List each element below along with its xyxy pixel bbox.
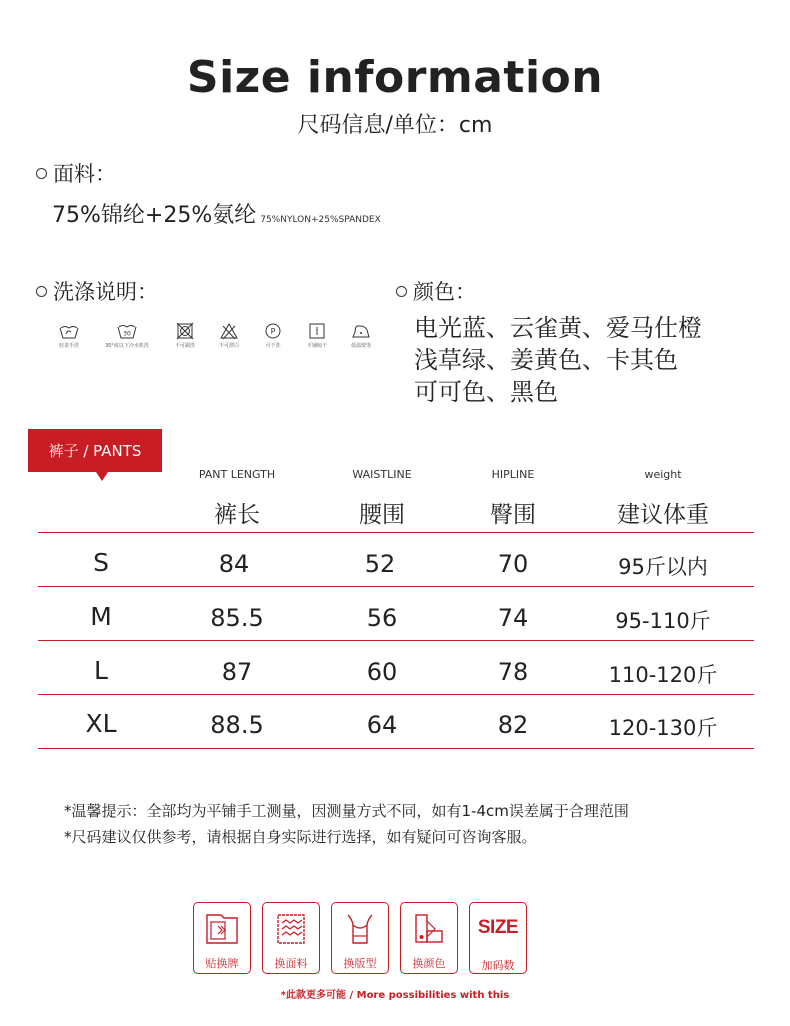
wash-item (94, 322, 160, 349)
waist-cell: 64 (366, 711, 398, 739)
weight-cell: 110-120斤 (608, 663, 718, 687)
service-label: 换颜色 (412, 957, 446, 970)
size-cell: M (90, 602, 112, 631)
size-cell: S (93, 548, 109, 577)
wash-label: 不可刷洗 (174, 343, 195, 349)
service-label: 换面料 (274, 957, 308, 970)
bullet-icon (36, 286, 47, 297)
fabric-heading (36, 158, 116, 188)
table-divider (38, 586, 754, 587)
hip-cell: 82 (497, 711, 529, 739)
column-header-en: weight (644, 468, 682, 481)
column-header-cn: 腰围 (359, 502, 405, 528)
size-add-icon: SIZE (477, 917, 519, 938)
waist-cell: 60 (366, 658, 398, 686)
size-cell: XL (85, 709, 117, 738)
svg-text:P: P (270, 327, 276, 336)
colors-heading (396, 276, 476, 306)
service-label: 贴换牌 (205, 957, 239, 970)
fabric-swap-icon (270, 909, 312, 949)
table-divider (38, 640, 754, 641)
column-header-en: PANT LENGTH (198, 468, 276, 481)
dry-clean-p-icon (262, 322, 284, 340)
wash-item (254, 322, 292, 349)
color-list (414, 312, 702, 408)
wash-label: 不可漂白 (218, 343, 239, 349)
washing-icons (50, 322, 380, 349)
wash-item (166, 322, 204, 349)
column-header-cn: 建议体重 (617, 502, 709, 528)
table-divider (38, 532, 754, 533)
washing-heading (36, 276, 158, 306)
no-bleach-icon (218, 322, 240, 340)
service-color-swap[interactable] (400, 902, 458, 974)
wash-label: 低温熨烫 (350, 343, 371, 349)
wash-label: 30°或以下冷水机洗 (105, 343, 149, 349)
column-header-en: HIPLINE (491, 468, 535, 481)
note-line: *尺码建议仅供参考，请根据自身实际进行选择，如有疑问可咨询客服。 (64, 828, 537, 846)
colors-label: 颜色： (413, 280, 476, 304)
size-cell: L (94, 656, 108, 685)
wash-item (298, 322, 336, 349)
fabric-composition-en: 75%NYLON+25%SPANDEX (260, 215, 381, 225)
wash-item (210, 322, 248, 349)
low-iron-icon (350, 322, 372, 340)
service-label: 加码数 (481, 959, 515, 972)
notes (64, 798, 629, 850)
fabric-composition (52, 198, 381, 229)
hip-cell: 74 (497, 604, 529, 632)
bullet-icon (36, 168, 47, 179)
wash-item (342, 322, 380, 349)
column-header-en: WAISTLINE (352, 468, 412, 481)
hip-cell: 78 (497, 658, 529, 686)
service-label: 换版型 (343, 957, 377, 970)
wash-label: 轻柔手洗 (58, 343, 79, 349)
length-cell: 85.5 (210, 604, 264, 632)
service-style-swap[interactable] (331, 902, 389, 974)
weight-cell: 95-110斤 (615, 609, 711, 633)
length-cell: 88.5 (210, 711, 264, 739)
column-header-cn: 裤长 (214, 502, 260, 528)
length-cell: 87 (221, 658, 253, 686)
fabric-composition-cn: 75%锦纶+25%氨纶 (52, 203, 257, 228)
color-line: 可可色、黑色 (414, 378, 558, 406)
color-line: 电光蓝、云雀黄、爱马仕橙 (414, 314, 702, 342)
service-options (193, 902, 527, 974)
no-tumble-dry-icon (174, 322, 196, 340)
table-divider (38, 694, 754, 695)
service-tag-swap[interactable] (193, 902, 251, 974)
waist-cell: 52 (364, 550, 396, 578)
wash-item (50, 322, 88, 349)
wash-label: 平铺晾干 (306, 343, 327, 349)
style-swap-icon (339, 909, 381, 949)
color-line: 浅草绿、姜黄色、卡其色 (414, 346, 678, 374)
tag-swap-icon (201, 909, 243, 949)
hip-cell: 70 (497, 550, 529, 578)
line-dry-icon (306, 322, 328, 340)
weight-cell: 95斤以内 (618, 555, 708, 579)
page-title: Size information (186, 52, 604, 103)
table-divider (38, 748, 754, 749)
note-line: *温馨提示：全部均为平铺手工测量，因测量方式不同，如有1-4cm误差属于合理范围 (64, 802, 629, 820)
waist-cell: 56 (366, 604, 398, 632)
pants-tag: 裤子 / PANTS (28, 429, 162, 472)
washing-label: 洗涤说明： (53, 280, 158, 304)
hand-wash-icon (58, 322, 80, 340)
color-swap-icon (408, 909, 450, 949)
service-size-add[interactable] (469, 902, 527, 974)
page-subtitle: 尺码信息/单位：cm (297, 113, 493, 138)
length-cell: 84 (218, 550, 250, 578)
svg-text:30: 30 (123, 330, 131, 338)
bullet-icon (396, 286, 407, 297)
weight-cell: 120-130斤 (608, 716, 718, 740)
footer-note: *此款更多可能 / More possibilities with this (280, 990, 510, 1001)
fabric-label: 面料： (53, 162, 116, 186)
column-header-cn: 臀围 (490, 502, 536, 528)
wash-label: 可干洗 (265, 343, 281, 349)
wash-30-icon (116, 322, 138, 340)
service-fabric-swap[interactable] (262, 902, 320, 974)
